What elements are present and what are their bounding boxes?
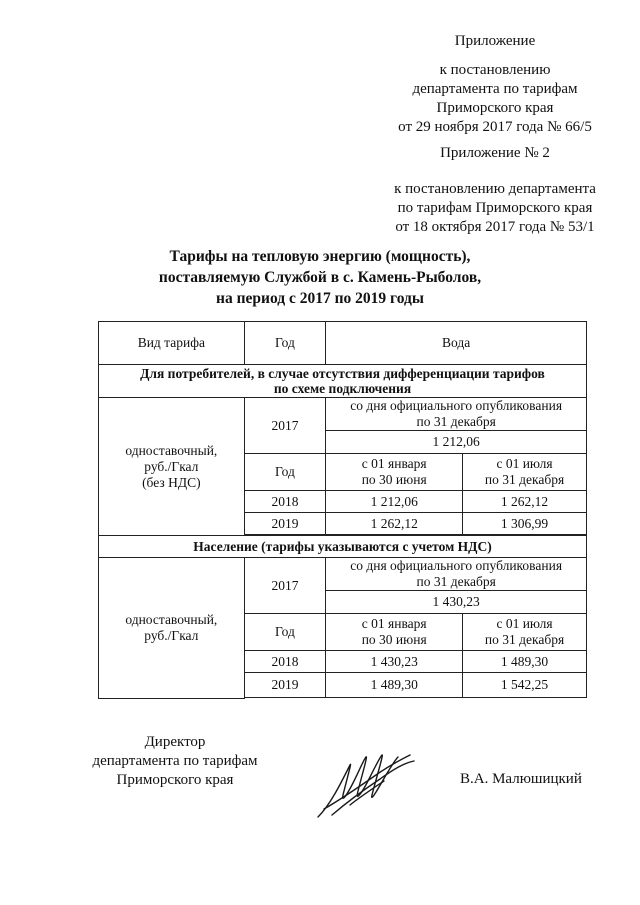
appendix-2-block [390, 144, 600, 237]
table-row [99, 398, 587, 431]
period-cell [326, 454, 463, 491]
period-line: по 31 декабря [416, 414, 496, 429]
period-line: с 01 января [361, 616, 427, 631]
section-heading-row [99, 365, 587, 398]
period-line: по 30 июня [361, 472, 427, 487]
period-line: с 01 января [361, 456, 427, 471]
tariff-type-line: (без НДС) [142, 474, 201, 490]
period-line: со дня официального опубликования [350, 558, 563, 573]
signer-position-line: Приморского края [116, 772, 234, 788]
document-title [120, 246, 520, 309]
value-cell: 1 542,25 [463, 673, 587, 698]
signer-position-line: Директор [144, 734, 206, 750]
appendix-2-title: Приложение № 2 [440, 145, 550, 161]
signature-icon [310, 745, 420, 830]
tariff-type-cell [99, 558, 245, 699]
table-row [99, 558, 587, 591]
year-cell: 2018 [244, 491, 326, 513]
period-line: по 31 декабря [484, 472, 565, 487]
section-heading-line: по схеме подключения [273, 381, 412, 396]
value-cell: 1 212,06 [326, 491, 463, 513]
period-line: по 30 июня [361, 632, 427, 647]
section-heading: Население (тарифы указываются с учетом НДС) [99, 536, 587, 558]
value-cell: 1 306,99 [463, 513, 587, 535]
year-label-cell: Год [244, 454, 326, 491]
signer-position-line: департамента по тарифам [92, 753, 258, 769]
period-cell [326, 398, 587, 431]
signer-position [70, 733, 280, 790]
value-cell: 1 262,12 [463, 491, 587, 513]
period-line: по 31 декабря [416, 574, 496, 589]
year-cell: 2018 [244, 651, 326, 673]
tariff-type-line: одноставочный, [125, 611, 218, 627]
period-line: с 01 июля [496, 456, 553, 471]
document-title-line: поставляемую Службой в с. Камень-Рыболов, [158, 269, 482, 286]
section-heading-line: Для потребителей, в случае отсутствия дифференциации тарифов [140, 366, 545, 381]
value-cell: 1 489,30 [463, 651, 587, 673]
year-cell: 2019 [244, 673, 326, 698]
appendix-1-title: Приложение [454, 33, 536, 49]
header-year: Год [244, 322, 326, 365]
appendix-1-line: Приморского края [436, 100, 554, 116]
value-cell: 1 262,12 [326, 513, 463, 535]
tariff-type-line: руб./Гкал [144, 458, 199, 474]
period-cell [463, 454, 587, 491]
appendix-1-line: департамента по тарифам [412, 81, 578, 97]
appendix-1-line: к постановлению [439, 62, 551, 78]
tariff-type-line: руб./Гкал [144, 627, 199, 643]
year-label-cell: Год [244, 614, 326, 651]
signer-name: В.А. Малюшицкий [460, 771, 582, 787]
value-cell: 1 212,06 [326, 431, 587, 454]
appendix-2-line: от 18 октября 2017 года № 53/1 [395, 219, 595, 235]
document-title-line: Тарифы на тепловую энергию (мощность), [169, 248, 471, 265]
appendix-2-line: к постановлению департамента [394, 181, 596, 197]
section-heading [99, 365, 587, 398]
year-cell: 2019 [244, 513, 326, 535]
header-tariff-type: Вид тарифа [99, 322, 245, 365]
period-cell [326, 614, 463, 651]
period-line: со дня официального опубликования [350, 398, 563, 413]
header-water: Вода [326, 322, 587, 365]
period-cell [463, 614, 587, 651]
section-heading-row [99, 536, 587, 558]
period-cell [326, 558, 587, 591]
tariff-table [98, 321, 587, 699]
value-cell: 1 430,23 [326, 651, 463, 673]
appendix-2-line: по тарифам Приморского края [397, 200, 593, 216]
tariff-type-cell [99, 398, 245, 536]
year-cell: 2017 [244, 398, 326, 454]
year-cell: 2017 [244, 558, 326, 614]
period-line: по 31 декабря [484, 632, 565, 647]
appendix-1-line: от 29 ноября 2017 года № 66/5 [398, 119, 592, 135]
document-title-line: на период с 2017 по 2019 годы [216, 290, 424, 307]
period-line: с 01 июля [496, 616, 553, 631]
value-cell: 1 430,23 [326, 591, 587, 614]
appendix-1-block [390, 32, 600, 137]
table-header-row [99, 322, 587, 365]
tariff-type-line: одноставочный, [125, 442, 218, 458]
value-cell: 1 489,30 [326, 673, 463, 698]
